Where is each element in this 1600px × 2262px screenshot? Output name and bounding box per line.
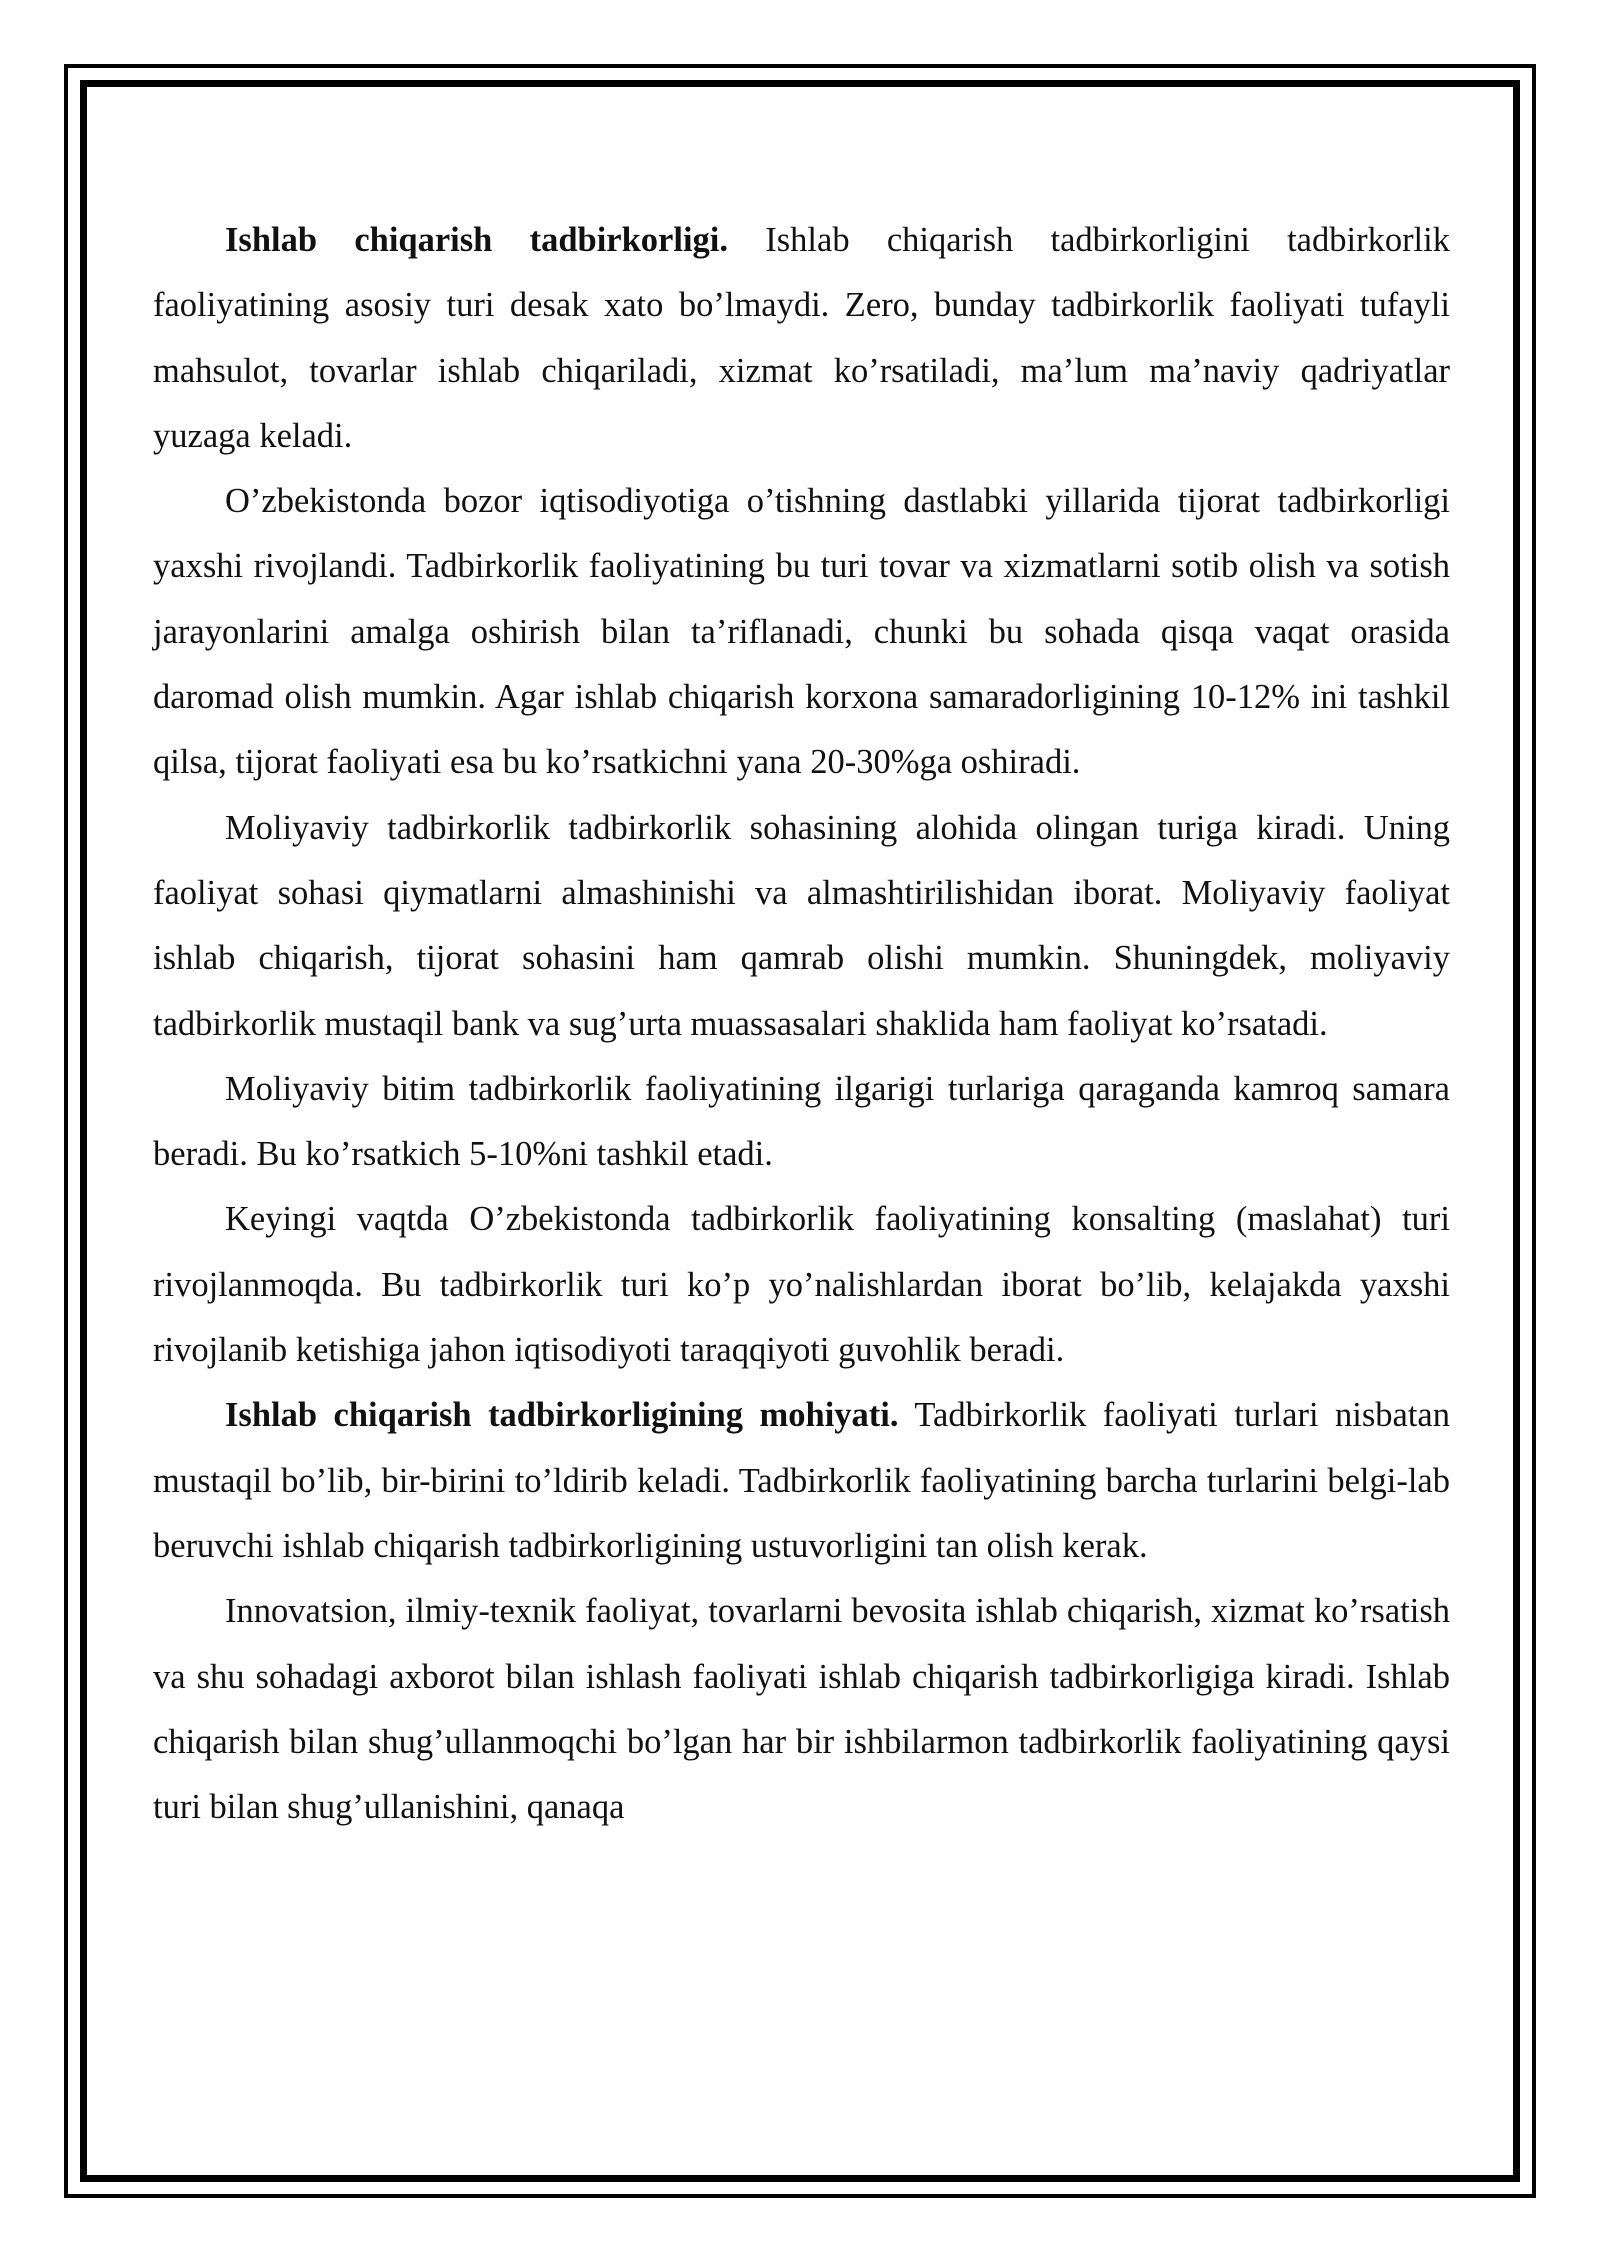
paragraph-4 (153, 1057, 1450, 1188)
paragraph-text: Tadbirkorlik faoliyati turlari nisbatan mustaqil bo’lib, bir-birini to’ldirib keladi. Tadbirkorlik faoliyatining barcha turlarini belgi-lab beruvchi ishlab chiqarish tadbirkorligining ustuvorligini tan olish kerak. (153, 1396, 1450, 1565)
paragraph-6 (153, 1383, 1450, 1579)
paragraph-7 (153, 1579, 1450, 1840)
paragraph-5 (153, 1187, 1450, 1383)
document-body (153, 208, 1450, 1840)
paragraph-1 (153, 208, 1450, 469)
paragraph-3 (153, 796, 1450, 1057)
paragraph-text: O’zbekistonda bozor iqtisodiyotiga o’tishning dastlabki yillarida tijorat tadbirkorligi yaxshi rivojlandi. Tadbirkorlik faoliyatining bu turi tovar va xizmatlarni sotib olish va sotish jarayonlarini amalga oshirish bilan ta’riflanadi, chunki bu sohada qisqa vaqat orasida daromad olish mumkin. Agar ishlab chiqarish korxona samaradorligining 10-12% ini tashkil qilsa, tijorat faoliyati esa bu ko’rsatkichni yana 20-30%ga oshiradi. (153, 482, 1450, 782)
paragraph-text: Moliyaviy tadbirkorlik tadbirkorlik sohasining alohida olingan turiga kiradi. Uning faoliyat sohasi qiymatlarni almashinishi va almashtirilishidan iborat. Moliyaviy faoliyat ishlab chiqarish, tijorat sohasini ham qamrab olishi mumkin. Shuningdek, moliyaviy tadbirkorlik mustaqil bank va sug’urta muassasalari shaklida ham faoliyat ko’rsatadi. (153, 808, 1450, 1043)
paragraph-text: Moliyaviy bitim tadbirkorlik faoliyatining ilgarigi turlariga qaraganda kamroq samara beradi. Bu ko’rsatkich 5-10%ni tashkil etadi. (153, 1069, 1450, 1174)
paragraph-heading: Ishlab chiqarish tadbirkorligi. (225, 221, 728, 259)
paragraph-text: Keyingi vaqtda O’zbekistonda tadbirkorlik faoliyatining konsalting (maslahat) turi rivojlanmoqda. Bu tadbirkorlik turi ko’p yo’nalishlardan iborat bo’lib, kelajakda yaxshi rivojlanib ketishiga jahon iqtisodiyoti taraqqiyoti guvohlik beradi. (153, 1200, 1450, 1370)
paragraph-text: Ishlab chiqarish tadbirkorligini tadbirkorlik faoliyatining asosiy turi desak xato bo’lmaydi. Zero, bunday tadbirkorlik faoliyati tufayli mahsulot, tovarlar ishlab chiqariladi, xizmat ko’rsatiladi, ma’lum ma’naviy qadriyatlar yuzaga keladi. (153, 221, 1450, 455)
paragraph-2 (153, 469, 1450, 795)
paragraph-heading: Ishlab chiqarish tadbirkorligining mohiyati. (225, 1396, 899, 1435)
paragraph-text: Innovatsion, ilmiy-texnik faoliyat, tovarlarni bevosita ishlab chiqarish, xizmat ko’rsatish va shu sohadagi axborot bilan ishlash faoliyati ishlab chiqarish tadbirkorligiga kiradi. Ishlab chiqarish bilan shug’ullanmoqchi bo’lgan har bir ishbilarmon tadbirkorlik faoliyatining qaysi turi bilan shug’ullanishini, qanaqa (153, 1592, 1450, 1827)
